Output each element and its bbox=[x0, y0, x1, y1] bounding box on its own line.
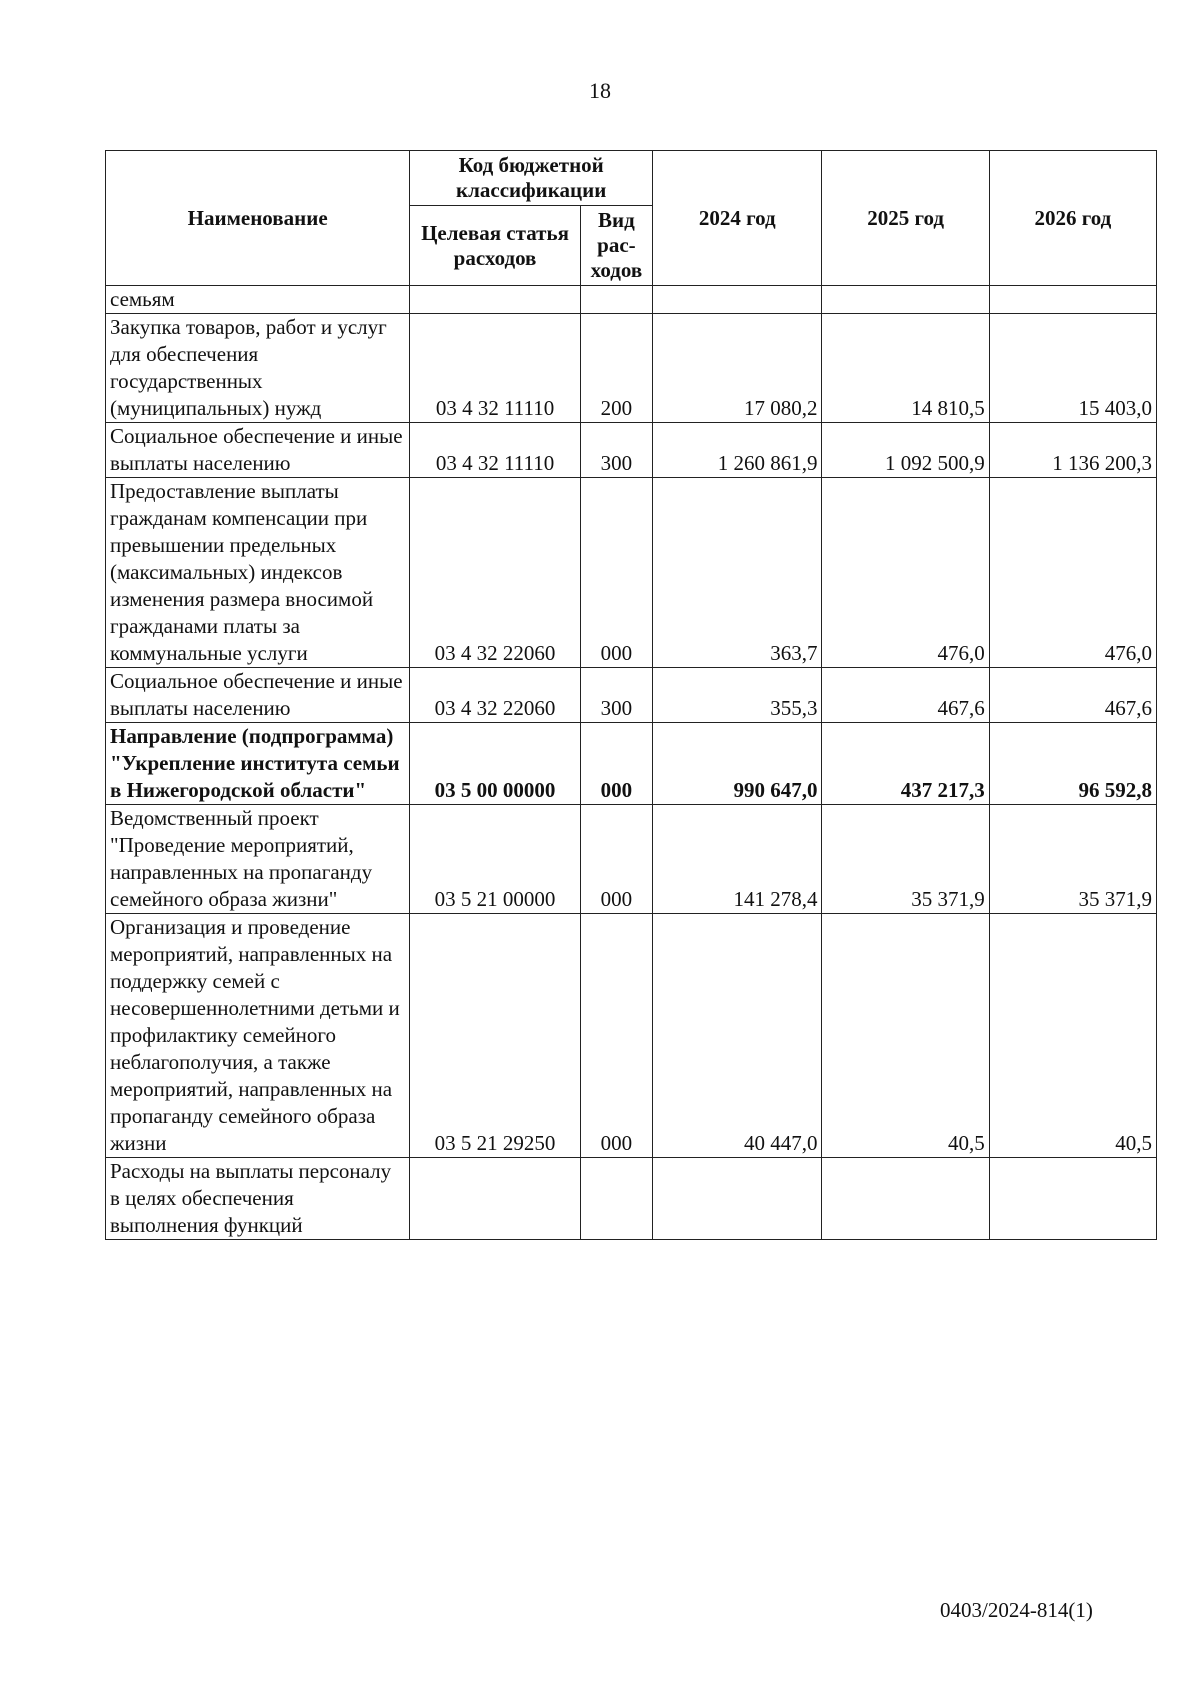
cell-2026 bbox=[989, 1158, 1156, 1240]
cell-2025 bbox=[822, 1158, 989, 1240]
cell-2025: 14 810,5 bbox=[822, 314, 989, 423]
cell-2024: 363,7 bbox=[653, 478, 822, 668]
table-row bbox=[106, 423, 1157, 478]
header-target-article: Целевая статья расходов bbox=[410, 206, 580, 286]
cell-2025: 40,5 bbox=[822, 914, 989, 1158]
table-row bbox=[106, 478, 1157, 668]
cell-2024: 40 447,0 bbox=[653, 914, 822, 1158]
cell-expense-kind bbox=[580, 286, 652, 314]
cell-expense-kind: 200 bbox=[580, 314, 652, 423]
cell-target-article: 03 5 21 00000 bbox=[410, 805, 580, 914]
table-row bbox=[106, 914, 1157, 1158]
table-body bbox=[106, 286, 1157, 1240]
cell-name: Социальное обеспечение и иные выплаты населению bbox=[106, 423, 410, 478]
cell-name: Направление (подпрограмма) "Укрепление института семьи в Нижегородской области" bbox=[106, 723, 410, 805]
cell-target-article: 03 4 32 11110 bbox=[410, 314, 580, 423]
cell-2025: 437 217,3 bbox=[822, 723, 989, 805]
cell-2024 bbox=[653, 1158, 822, 1240]
cell-2024 bbox=[653, 286, 822, 314]
cell-name: Ведомственный проект "Проведение мероприятий, направленных на пропаганду семейного образа жизни" bbox=[106, 805, 410, 914]
budget-table bbox=[105, 150, 1157, 1240]
cell-name: Социальное обеспечение и иные выплаты населению bbox=[106, 668, 410, 723]
header-expense-kind: Вид рас-ходов bbox=[580, 206, 652, 286]
document-id: 0403/2024-814(1) bbox=[940, 1598, 1093, 1622]
cell-expense-kind: 300 bbox=[580, 668, 652, 723]
header-2025: 2025 год bbox=[822, 151, 989, 286]
cell-2024: 990 647,0 bbox=[653, 723, 822, 805]
cell-expense-kind: 000 bbox=[580, 914, 652, 1158]
table-row bbox=[106, 1158, 1157, 1240]
cell-name: Закупка товаров, работ и услуг для обеспечения государственных (муниципальных) нужд bbox=[106, 314, 410, 423]
cell-target-article: 03 5 21 29250 bbox=[410, 914, 580, 1158]
cell-expense-kind: 300 bbox=[580, 423, 652, 478]
cell-2025: 35 371,9 bbox=[822, 805, 989, 914]
cell-target-article: 03 4 32 11110 bbox=[410, 423, 580, 478]
cell-name: Расходы на выплаты персоналу в целях обеспечения выполнения функций bbox=[106, 1158, 410, 1240]
cell-target-article: 03 5 00 00000 bbox=[410, 723, 580, 805]
header-name: Наименование bbox=[106, 151, 410, 286]
cell-2024: 17 080,2 bbox=[653, 314, 822, 423]
cell-2024: 355,3 bbox=[653, 668, 822, 723]
header-2024: 2024 год bbox=[653, 151, 822, 286]
cell-target-article bbox=[410, 286, 580, 314]
cell-2026: 40,5 bbox=[989, 914, 1156, 1158]
cell-expense-kind bbox=[580, 1158, 652, 1240]
cell-2025: 1 092 500,9 bbox=[822, 423, 989, 478]
header-code-group: Код бюджетной классификации bbox=[410, 151, 653, 206]
cell-expense-kind: 000 bbox=[580, 723, 652, 805]
cell-2026: 1 136 200,3 bbox=[989, 423, 1156, 478]
cell-2026: 96 592,8 bbox=[989, 723, 1156, 805]
cell-2025 bbox=[822, 286, 989, 314]
cell-name: Предоставление выплаты гражданам компенсации при превышении предельных (максимальных) индексов изменения размера вносимой гражданами платы за коммунальные услуги bbox=[106, 478, 410, 668]
cell-2025: 476,0 bbox=[822, 478, 989, 668]
cell-2025: 467,6 bbox=[822, 668, 989, 723]
cell-expense-kind: 000 bbox=[580, 805, 652, 914]
cell-target-article: 03 4 32 22060 bbox=[410, 668, 580, 723]
table-row bbox=[106, 723, 1157, 805]
cell-2026: 467,6 bbox=[989, 668, 1156, 723]
table-row bbox=[106, 286, 1157, 314]
cell-name: семьям bbox=[106, 286, 410, 314]
table-row bbox=[106, 805, 1157, 914]
cell-2026: 476,0 bbox=[989, 478, 1156, 668]
cell-2024: 141 278,4 bbox=[653, 805, 822, 914]
cell-2024: 1 260 861,9 bbox=[653, 423, 822, 478]
table-row bbox=[106, 668, 1157, 723]
cell-name: Организация и проведение мероприятий, направленных на поддержку семей с несовершеннолетними детьми и профилактику семейного неблагополучия, а также мероприятий, направленных на пропаганду семейного образа жизни bbox=[106, 914, 410, 1158]
cell-target-article bbox=[410, 1158, 580, 1240]
page-number: 18 bbox=[589, 78, 611, 103]
cell-expense-kind: 000 bbox=[580, 478, 652, 668]
header-2026: 2026 год bbox=[989, 151, 1156, 286]
cell-2026: 15 403,0 bbox=[989, 314, 1156, 423]
cell-target-article: 03 4 32 22060 bbox=[410, 478, 580, 668]
cell-2026 bbox=[989, 286, 1156, 314]
table-row bbox=[106, 314, 1157, 423]
cell-2026: 35 371,9 bbox=[989, 805, 1156, 914]
